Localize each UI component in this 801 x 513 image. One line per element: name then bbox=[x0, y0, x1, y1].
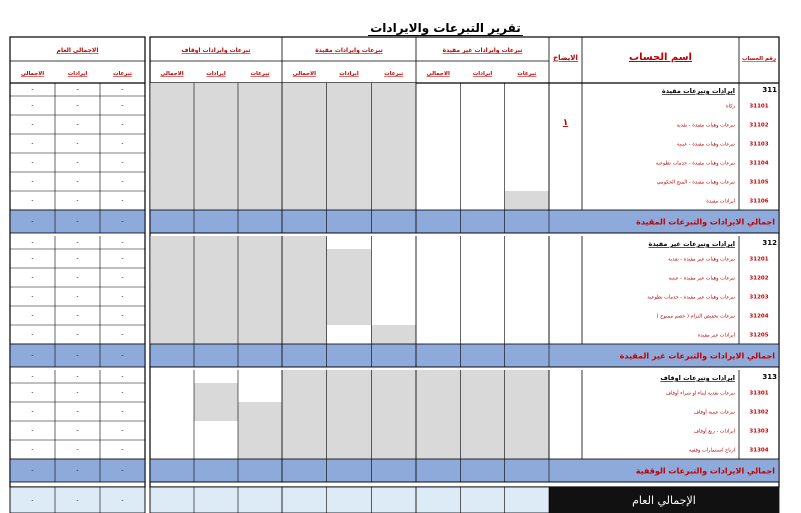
group-header: الاجمالي العام bbox=[56, 47, 99, 54]
shaded-cell bbox=[416, 402, 460, 421]
shaded-cell bbox=[150, 287, 194, 306]
shaded-cell bbox=[282, 83, 327, 96]
note-header: الايضاح bbox=[553, 54, 578, 62]
shaded-cell bbox=[327, 83, 372, 96]
value-cell: - bbox=[76, 352, 79, 360]
shaded-cell bbox=[327, 172, 372, 191]
account-code: 31101 bbox=[749, 103, 769, 110]
shaded-cell bbox=[371, 172, 416, 191]
shaded-cell bbox=[282, 287, 327, 306]
value-cell: - bbox=[76, 159, 79, 167]
account-name: تبرعات عينية أوقاف bbox=[693, 409, 735, 416]
shaded-cell bbox=[238, 172, 282, 191]
value-cell: - bbox=[76, 389, 79, 397]
value-cell: - bbox=[121, 389, 124, 397]
account-name: تبرعات وهبات مقيدة - المنح الحكومي bbox=[656, 179, 735, 186]
value-cell: - bbox=[121, 239, 124, 247]
shaded-cell bbox=[194, 115, 238, 134]
shaded-cell bbox=[371, 370, 416, 383]
group-header: تبرعات وايرادات مقيدة bbox=[315, 47, 383, 54]
account-code: 31106 bbox=[749, 198, 769, 205]
account-code: 31103 bbox=[749, 141, 769, 148]
value-cell: - bbox=[121, 255, 124, 263]
shaded-cell bbox=[416, 421, 460, 440]
shaded-cell bbox=[327, 306, 372, 325]
account-name: تبرعات وهبات غير مقيدة - عينية bbox=[668, 275, 735, 282]
value-cell: - bbox=[121, 497, 124, 504]
shaded-cell bbox=[194, 96, 238, 115]
value-cell: - bbox=[76, 427, 79, 435]
section-heading: ايرادات وتبرعات مقيدة bbox=[661, 87, 735, 95]
value-cell: - bbox=[31, 373, 34, 381]
shaded-cell bbox=[194, 153, 238, 172]
shaded-cell bbox=[505, 440, 549, 459]
account-name: تبرعات وهبات غير مقيدة - خدمات تطوعية bbox=[647, 294, 735, 301]
value-cell: - bbox=[31, 239, 34, 247]
shaded-cell bbox=[327, 370, 372, 383]
value-cell: - bbox=[76, 467, 79, 475]
shaded-cell bbox=[327, 96, 372, 115]
shaded-cell bbox=[282, 325, 327, 344]
shaded-cell bbox=[371, 191, 416, 210]
value-cell: - bbox=[31, 408, 34, 416]
value-cell: - bbox=[121, 218, 124, 226]
value-cell: - bbox=[31, 197, 34, 205]
shaded-cell bbox=[460, 370, 504, 383]
shaded-cell bbox=[150, 268, 194, 287]
sub-header: ايرادات bbox=[472, 71, 493, 77]
shaded-cell bbox=[327, 249, 372, 268]
shaded-cell bbox=[460, 421, 504, 440]
value-cell: - bbox=[76, 331, 79, 339]
shaded-cell bbox=[505, 370, 549, 383]
value-cell: - bbox=[76, 140, 79, 148]
account-code: 31102 bbox=[749, 122, 769, 129]
value-cell: - bbox=[121, 446, 124, 454]
value-cell: - bbox=[76, 86, 79, 94]
shaded-cell bbox=[282, 402, 327, 421]
shaded-cell bbox=[282, 249, 327, 268]
sub-header: ايرادات bbox=[339, 71, 359, 77]
value-cell: - bbox=[31, 446, 34, 454]
shaded-cell bbox=[238, 134, 282, 153]
value-cell: - bbox=[76, 293, 79, 301]
value-cell: - bbox=[121, 159, 124, 167]
shaded-cell bbox=[238, 96, 282, 115]
value-cell: - bbox=[76, 274, 79, 282]
value-cell: - bbox=[121, 274, 124, 282]
shaded-cell bbox=[460, 402, 504, 421]
shaded-cell bbox=[327, 134, 372, 153]
sub-header: ايرادات bbox=[67, 71, 88, 77]
shaded-cell bbox=[327, 287, 372, 306]
section-total-label: اجمالي الايرادات والتبرعات المقيدة bbox=[636, 217, 775, 227]
shaded-cell bbox=[327, 153, 372, 172]
shaded-cell bbox=[282, 440, 327, 459]
value-cell: - bbox=[121, 373, 124, 381]
shaded-cell bbox=[150, 306, 194, 325]
shaded-cell bbox=[194, 402, 238, 421]
group-header: تبرعات وايرادات اوقاف bbox=[181, 47, 251, 54]
account-code: 31301 bbox=[749, 390, 769, 397]
account-name-header: اسم الحساب bbox=[629, 52, 692, 63]
value-cell: - bbox=[121, 86, 124, 94]
value-cell: - bbox=[31, 255, 34, 263]
sub-header: تبرعات bbox=[112, 71, 133, 77]
shaded-cell bbox=[416, 383, 460, 402]
shaded-cell bbox=[460, 440, 504, 459]
value-cell: - bbox=[31, 178, 34, 186]
value-cell: - bbox=[31, 389, 34, 397]
shaded-cell bbox=[505, 383, 549, 402]
sub-header: ايرادات bbox=[206, 71, 226, 77]
shaded-cell bbox=[194, 325, 238, 344]
sub-header: الاجمالي bbox=[426, 71, 450, 77]
section-code: 313 bbox=[762, 373, 777, 381]
shaded-cell bbox=[327, 421, 372, 440]
shaded-cell bbox=[150, 115, 194, 134]
shaded-cell bbox=[238, 191, 282, 210]
value-cell: - bbox=[31, 293, 34, 301]
sub-header: تبرعات bbox=[250, 71, 270, 77]
shaded-cell bbox=[505, 402, 549, 421]
account-code: 31201 bbox=[749, 256, 769, 263]
shaded-cell bbox=[194, 268, 238, 287]
shaded-cell bbox=[194, 287, 238, 306]
shaded-cell bbox=[371, 153, 416, 172]
shaded-cell bbox=[238, 83, 282, 96]
sub-header: الاجمالي bbox=[292, 71, 316, 77]
shaded-cell bbox=[238, 115, 282, 134]
shaded-cell bbox=[282, 96, 327, 115]
value-cell: - bbox=[76, 178, 79, 186]
shaded-cell bbox=[327, 191, 372, 210]
value-cell: - bbox=[31, 352, 34, 360]
value-cell: - bbox=[121, 102, 124, 110]
value-cell: - bbox=[121, 312, 124, 320]
shaded-cell bbox=[194, 191, 238, 210]
shaded-cell bbox=[150, 325, 194, 344]
value-cell: - bbox=[31, 331, 34, 339]
value-cell: - bbox=[76, 102, 79, 110]
value-cell: - bbox=[31, 102, 34, 110]
account-name: تبرعات وهبات مقيدة - نقدية bbox=[676, 122, 735, 129]
account-code: 31302 bbox=[749, 409, 769, 416]
value-cell: - bbox=[31, 140, 34, 148]
shaded-cell bbox=[416, 440, 460, 459]
account-name: تبرعات وهبات مقيدة - خدمات تطوعية bbox=[655, 160, 735, 167]
account-code: 31202 bbox=[749, 275, 769, 282]
shaded-cell bbox=[371, 402, 416, 421]
account-code: 31204 bbox=[749, 313, 769, 320]
shaded-cell bbox=[282, 383, 327, 402]
shaded-cell bbox=[150, 191, 194, 210]
shaded-cell bbox=[371, 325, 416, 344]
value-cell: - bbox=[121, 140, 124, 148]
section-heading: ايرادات وتبرعات غير مقيدة bbox=[648, 240, 735, 248]
account-name: تبرعات وهبات مقيدة - عينية bbox=[677, 141, 735, 148]
value-cell: - bbox=[31, 274, 34, 282]
shaded-cell bbox=[194, 134, 238, 153]
account-code: 31304 bbox=[749, 447, 769, 454]
value-cell: - bbox=[31, 218, 34, 226]
shaded-cell bbox=[282, 421, 327, 440]
value-cell: - bbox=[31, 86, 34, 94]
sub-header: الاجمالي bbox=[20, 71, 45, 77]
sub-header: تبرعات bbox=[517, 71, 537, 77]
section-code: 311 bbox=[762, 86, 777, 94]
shaded-cell bbox=[282, 370, 327, 383]
shaded-cell bbox=[150, 249, 194, 268]
value-cell: - bbox=[31, 467, 34, 475]
section-total-label: اجمالي الايرادات والتبرعات غير المقيدة bbox=[619, 351, 775, 361]
value-cell: - bbox=[31, 159, 34, 167]
shaded-cell bbox=[194, 249, 238, 268]
shaded-cell bbox=[282, 172, 327, 191]
shaded-cell bbox=[371, 421, 416, 440]
value-cell: - bbox=[31, 312, 34, 320]
shaded-cell bbox=[194, 306, 238, 325]
shaded-cell bbox=[327, 402, 372, 421]
shaded-cell bbox=[327, 440, 372, 459]
value-cell: - bbox=[76, 497, 79, 504]
account-name: ارباح استثمارات وقفية bbox=[688, 447, 735, 454]
shaded-cell bbox=[327, 115, 372, 134]
account-no-header: رقم الحساب bbox=[741, 56, 777, 62]
value-cell: - bbox=[121, 331, 124, 339]
value-cell: - bbox=[121, 352, 124, 360]
value-cell: - bbox=[31, 497, 34, 504]
shaded-cell bbox=[282, 191, 327, 210]
shaded-cell bbox=[238, 325, 282, 344]
value-cell: - bbox=[121, 427, 124, 435]
value-cell: - bbox=[31, 121, 34, 129]
shaded-cell bbox=[150, 153, 194, 172]
account-name: ايرادات مقيدة bbox=[706, 198, 735, 205]
shaded-cell bbox=[150, 236, 194, 249]
value-cell: - bbox=[76, 239, 79, 247]
shaded-cell bbox=[238, 421, 282, 440]
shaded-cell bbox=[371, 96, 416, 115]
shaded-cell bbox=[194, 236, 238, 249]
shaded-cell bbox=[150, 172, 194, 191]
value-cell: - bbox=[76, 312, 79, 320]
section-code: 312 bbox=[762, 239, 777, 247]
account-name: زكاة bbox=[726, 103, 735, 110]
shaded-cell bbox=[194, 172, 238, 191]
shaded-cell bbox=[238, 440, 282, 459]
shaded-cell bbox=[282, 134, 327, 153]
shaded-cell bbox=[327, 383, 372, 402]
shaded-cell bbox=[371, 383, 416, 402]
shaded-cell bbox=[505, 191, 549, 210]
shaded-cell bbox=[282, 236, 327, 249]
grand-total-label: الإجمالي العام bbox=[632, 494, 696, 507]
account-code: 31205 bbox=[749, 332, 769, 339]
shaded-cell bbox=[282, 306, 327, 325]
shaded-cell bbox=[371, 134, 416, 153]
shaded-cell bbox=[238, 236, 282, 249]
value-cell: - bbox=[121, 178, 124, 186]
sub-header: تبرعات bbox=[384, 71, 404, 77]
value-cell: - bbox=[76, 197, 79, 205]
section-total-label: اجمالي الايرادات والتبرعات الوقفية bbox=[635, 466, 775, 476]
section-heading: ايرادات وتبرعات اوقاف bbox=[660, 374, 735, 382]
account-name: تبرعات نقدية لبناء او شراء أوقاف bbox=[665, 390, 735, 397]
group-header: تبرعات وايرادات غير مقيدة bbox=[442, 47, 523, 54]
report-title: تقرير التبرعات والايرادات bbox=[370, 21, 521, 35]
shaded-cell bbox=[150, 83, 194, 96]
shaded-cell bbox=[150, 134, 194, 153]
account-code: 31203 bbox=[749, 294, 769, 301]
account-code: 31105 bbox=[749, 179, 769, 186]
shaded-cell bbox=[238, 306, 282, 325]
value-cell: - bbox=[121, 293, 124, 301]
account-name: تبرعات تخفيض التزام ( خصم ممنوح ) bbox=[656, 313, 735, 320]
value-cell: - bbox=[76, 218, 79, 226]
shaded-cell bbox=[371, 83, 416, 96]
account-code: 31104 bbox=[749, 160, 769, 167]
shaded-cell bbox=[194, 83, 238, 96]
value-cell: - bbox=[121, 121, 124, 129]
value-cell: - bbox=[76, 121, 79, 129]
shaded-cell bbox=[238, 402, 282, 421]
shaded-cell bbox=[371, 115, 416, 134]
value-cell: - bbox=[121, 197, 124, 205]
shaded-cell bbox=[282, 268, 327, 287]
value-cell: - bbox=[31, 427, 34, 435]
account-name: ايرادات - ريع أوقاف bbox=[693, 428, 735, 435]
value-cell: - bbox=[121, 408, 124, 416]
shaded-cell bbox=[238, 268, 282, 287]
shaded-cell bbox=[460, 383, 504, 402]
note-ref: ١ bbox=[562, 118, 569, 128]
value-cell: - bbox=[76, 408, 79, 416]
value-cell: - bbox=[76, 255, 79, 263]
value-cell: - bbox=[76, 373, 79, 381]
value-cell: - bbox=[76, 446, 79, 454]
shaded-cell bbox=[282, 115, 327, 134]
account-name: تبرعات وهبات غير مقيدة - نقدية bbox=[668, 256, 735, 263]
shaded-cell bbox=[194, 383, 238, 402]
account-code: 31303 bbox=[749, 428, 769, 435]
shaded-cell bbox=[238, 287, 282, 306]
shaded-cell bbox=[505, 421, 549, 440]
shaded-cell bbox=[238, 249, 282, 268]
shaded-cell bbox=[327, 268, 372, 287]
shaded-cell bbox=[238, 153, 282, 172]
shaded-cell bbox=[282, 153, 327, 172]
shaded-cell bbox=[371, 440, 416, 459]
shaded-cell bbox=[416, 370, 460, 383]
shaded-cell bbox=[150, 96, 194, 115]
sub-header: الاجمالي bbox=[160, 71, 184, 77]
value-cell: - bbox=[121, 467, 124, 475]
account-name: ايرادات غير مقيدة bbox=[697, 332, 735, 339]
